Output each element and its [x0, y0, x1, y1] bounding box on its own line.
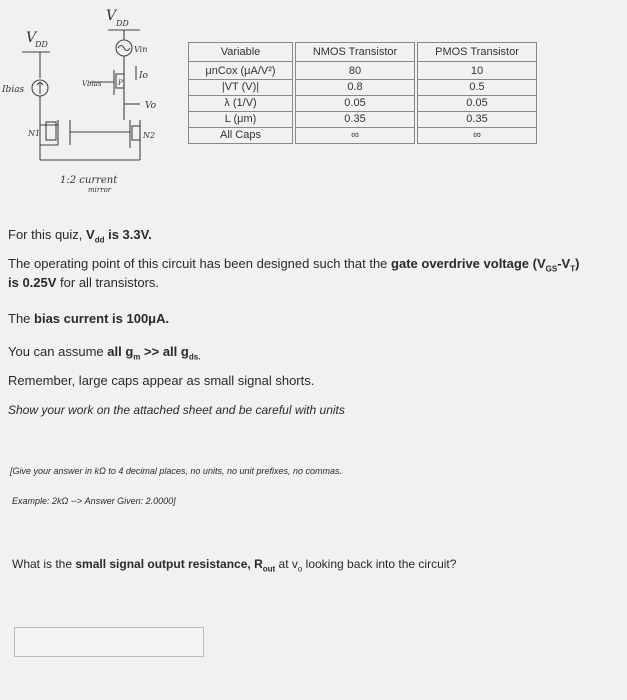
table-cell: ∞ [294, 128, 416, 144]
table-row [189, 62, 537, 80]
table-row [189, 80, 537, 96]
answer-instructions: [Give your answer in kΩ to 4 decimal places, no units, no unit prefixes, no commas. [10, 466, 342, 476]
vdd-right-sub: DD [116, 19, 129, 28]
table-row [189, 128, 537, 144]
table-cell: λ (1/V) [189, 96, 295, 112]
mirror-label: 1:2 current [60, 175, 118, 186]
table-cell: 0.35 [416, 112, 537, 128]
table-cell: ∞ [416, 128, 537, 144]
question-text: What is the small signal output resistance, $R_{out}$ at $v_o$ looking back into the circuit? [12, 557, 457, 574]
table-cell: 0.05 [416, 96, 537, 112]
table-row [189, 96, 537, 112]
table-header: PMOS Transistor [416, 43, 537, 62]
answer-example: Example: 2kΩ --> Answer Given: 2.0000] [12, 496, 176, 506]
vdd-left-sub: DD [35, 40, 48, 49]
table-header-row [189, 43, 537, 62]
operating-point-line-1: The operating point of this circuit has been designed such that the gate overdrive voltage $(V_{GS}-V_T)$ [8, 256, 580, 274]
io-label: Io [139, 71, 148, 81]
bias-current-statement: The bias current is 100μA. [8, 311, 170, 326]
parameter-table [188, 42, 537, 144]
vdd-statement: For this quiz, $V_{dd}$ is 3.3V. [8, 227, 152, 245]
table-cell: 0.35 [294, 112, 416, 128]
vo-label: Vo [145, 101, 157, 111]
table-cell: All Caps [189, 128, 295, 144]
table-cell: 10 [416, 62, 537, 80]
ibias-label: Ibias [2, 85, 25, 95]
table-header: NMOS Transistor [294, 43, 416, 62]
table-row [189, 112, 537, 128]
table-cell: μnCox (μA/V²) [189, 62, 295, 80]
vdd-right-label: V [106, 8, 117, 24]
table-cell: 80 [294, 62, 416, 80]
operating-point-line-2: is 0.25V for all transistors. [8, 275, 160, 290]
p-label: P [118, 79, 123, 87]
table-cell: |VT (V)| [189, 80, 295, 96]
table-cell: 0.8 [294, 80, 416, 96]
n1-label: N1 [28, 129, 41, 138]
table-cell: 0.5 [416, 80, 537, 96]
caps-note: Remember, large caps appear as small signal shorts. [8, 373, 315, 388]
answer-input[interactable] [14, 627, 204, 657]
vin-label: Vin [134, 45, 148, 54]
vbias-label: Vbias [82, 80, 102, 88]
table-cell: 0.05 [294, 96, 416, 112]
n2-label: N2 [143, 131, 156, 140]
circuit-sketch [0, 0, 200, 200]
mirror-label-2: mirror [88, 186, 112, 194]
table-cell: L (μm) [189, 112, 295, 128]
gm-assumption: You can assume all $g_m$ >> all $g_{ds.}$ [8, 344, 201, 362]
work-note: Show your work on the attached sheet and be careful with units [8, 403, 345, 417]
vdd-left-label: V [26, 30, 37, 46]
table-header: Variable [189, 43, 295, 62]
